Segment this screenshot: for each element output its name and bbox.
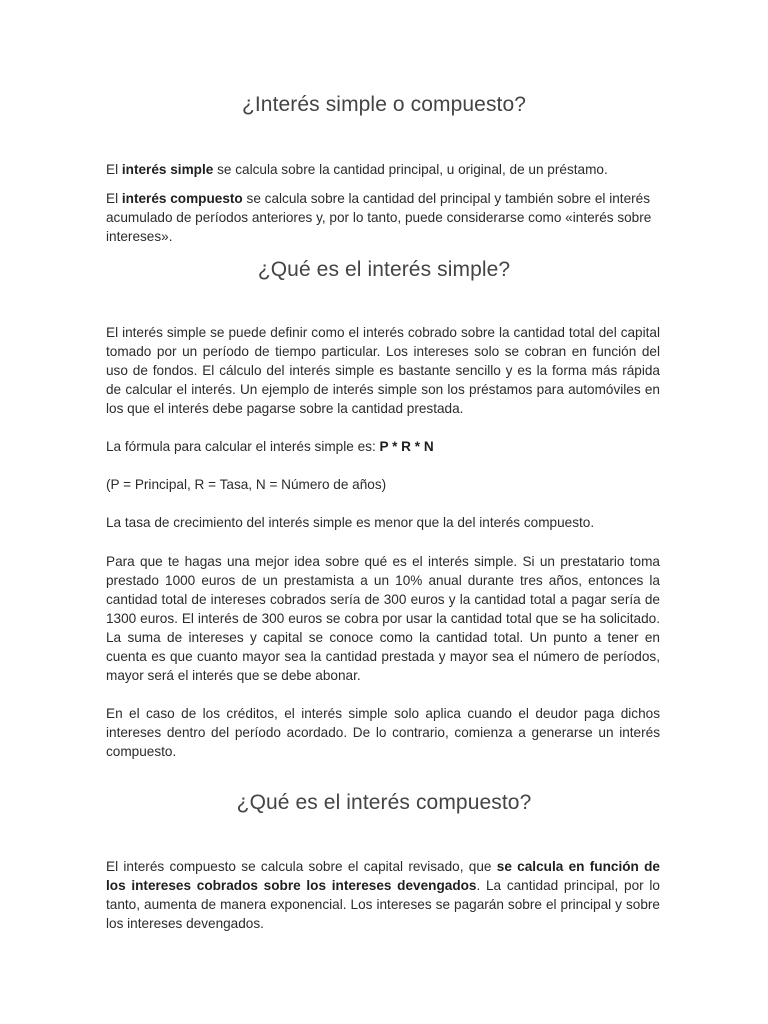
credits-paragraph: En el caso de los créditos, el interés simple solo aplica cuando el deudor paga dichos intereses dentro del período acordado. De lo contrario, comienza a generarse un interés compuesto.	[106, 706, 660, 759]
formula-legend: (P = Principal, R = Tasa, N = Número de años)	[106, 477, 387, 492]
heading-simple-interest: ¿Qué es el interés simple?	[257, 258, 511, 281]
formula-label: La fórmula para calcular el interés simple es:	[106, 439, 380, 454]
heading-compound-interest: ¿Qué es el interés compuesto?	[236, 791, 532, 814]
heading-simple-or-compound: ¿Interés simple o compuesto?	[241, 93, 527, 116]
simple-definition-paragraph: El interés simple se puede definir como el interés cobrado sobre la cantidad total del capital tomado por un período de tiempo particular. Los intereses solo se cobran en función del uso de fondos. El cálculo del interés simple es bastante sencillo y es la forma más rápida de calcular el interés. Un ejemplo de interés simple son los préstamos para automóviles en los que el interés debe pagarse sobre la cantidad prestada.	[106, 325, 660, 416]
compound-text-c: . La cantidad principal, por lo tanto, aumenta de manera exponencial. Los intereses se pagarán sobre el principal y sobre los intereses devengados.	[106, 878, 660, 931]
intro-compound-term: interés compuesto	[121, 191, 243, 206]
intro-compound-paragraph	[106, 189, 660, 246]
formula-paragraph	[106, 437, 660, 456]
intro-simple-term: interés simple	[121, 162, 214, 177]
growth-rate-paragraph: La tasa de crecimiento del interés simple es menor que la del interés compuesto.	[106, 515, 595, 530]
compound-definition-paragraph	[106, 857, 660, 933]
formula-value: P * R * N	[379, 439, 434, 454]
intro-simple-paragraph	[106, 160, 660, 179]
intro-simple-text-a: El	[106, 162, 122, 177]
compound-text-a: El interés compuesto se calcula sobre el capital revisado, que	[106, 859, 497, 874]
intro-simple-text-c: se calcula sobre la cantidad principal, u original, de un préstamo.	[213, 162, 608, 177]
intro-compound-text-a: El	[106, 191, 122, 206]
compound-emphasis: se calcula en función de los intereses cobrados sobre los intereses devengados	[106, 859, 660, 893]
simple-example-paragraph: Para que te hagas una mejor idea sobre qué es el interés simple. Si un prestatario toma prestado 1000 euros de un prestamista a un 10% anual durante tres años, entonces la cantidad total de intereses cobrados sería de 300 euros y la cantidad total a pagar sería de 1300 euros. El interés de 300 euros se cobra por usar la cantidad total que se ha solicitado. La suma de intereses y capital se conoce como la cantidad total. Un punto a tener en cuenta es que cuanto mayor sea la cantidad prestada y mayor sea el número de períodos, mayor será el interés que se debe abonar.	[106, 554, 660, 683]
intro-compound-text-c: se calcula sobre la cantidad del principal y también sobre el interés acumulado de períodos anteriores y, por lo tanto, puede considerarse como «interés sobre intereses».	[106, 191, 652, 244]
